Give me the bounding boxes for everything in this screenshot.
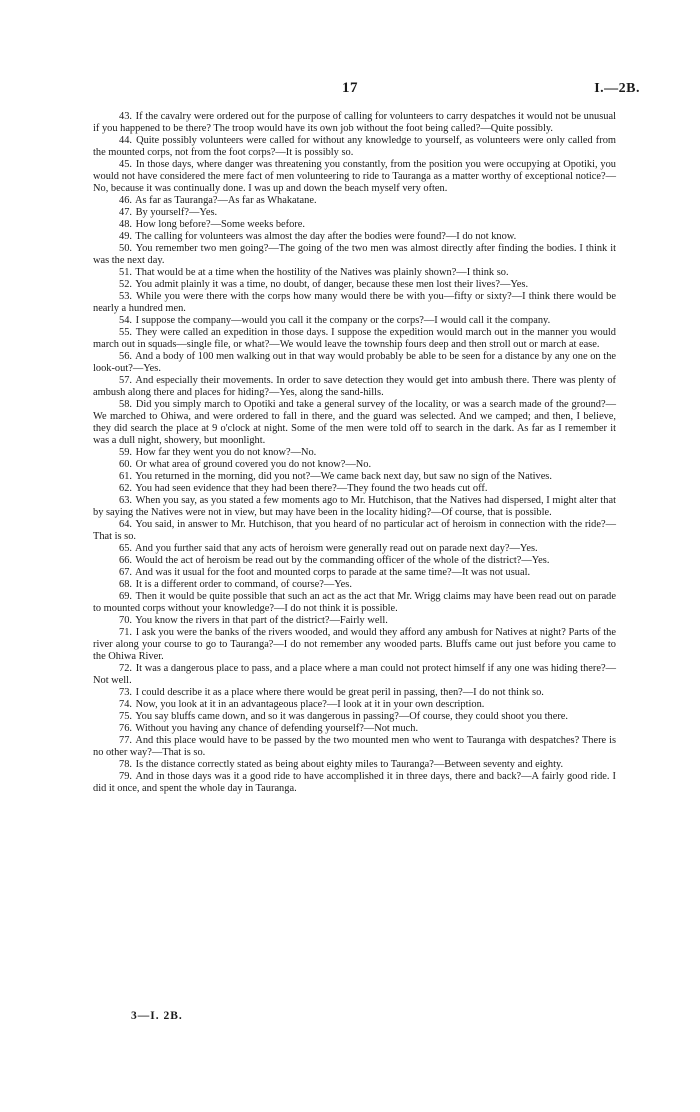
testimony-paragraph <box>93 447 616 459</box>
question-number: 60. <box>119 459 132 470</box>
question-number: 58. <box>119 399 132 410</box>
question-answer-text: Is the distance correctly stated as being about eighty miles to Tauranga?—Between seventy and eighty. <box>135 759 564 770</box>
question-answer-text: And especially their movements. In order to save detection they would get into ambush there. There was plenty of ambush along there and places for hiding?—Yes, along the sand-hills. <box>93 375 616 398</box>
question-answer-text: It is a different order to command, of course?—Yes. <box>135 579 352 590</box>
question-number: 44. <box>119 135 132 146</box>
question-answer-text: Without you having any chance of defending yourself?—Not much. <box>135 723 419 734</box>
testimony-paragraph <box>93 327 616 351</box>
testimony-paragraph <box>93 567 616 579</box>
testimony-body <box>93 111 616 795</box>
testimony-paragraph <box>93 219 616 231</box>
question-answer-text: You had seen evidence that they had been there?—They found the two heads cut off. <box>135 483 488 494</box>
question-answer-text: How long before?—Some weeks before. <box>135 219 305 230</box>
question-number: 78. <box>119 759 132 770</box>
testimony-paragraph <box>93 711 616 723</box>
question-answer-text: Now, you look at it in an advantageous place?—I look at it in your own description. <box>135 699 485 710</box>
testimony-paragraph <box>93 483 616 495</box>
question-answer-text: You say bluffs came down, and so it was dangerous in passing?—Of course, they could shoot you there. <box>135 711 568 722</box>
testimony-paragraph <box>93 663 616 687</box>
question-answer-text: They were called an expedition in those days. I suppose the expedition would march out in the manner you would march out in squads—single file, or what?—We would leave the township fours deep and then stroll out or march at ease. <box>93 327 616 350</box>
question-number: 45. <box>119 159 132 170</box>
question-number: 74. <box>119 699 132 710</box>
testimony-paragraph <box>93 195 616 207</box>
question-answer-text: And you further said that any acts of heroism were generally read out on parade next day?—Yes. <box>135 543 538 554</box>
testimony-paragraph <box>93 759 616 771</box>
question-answer-text: You returned in the morning, did you not?—We came back next day, but saw no sign of the Natives. <box>135 471 552 482</box>
testimony-paragraph <box>93 279 616 291</box>
question-answer-text: And in those days was it a good ride to have accomplished it in three days, there and back?—A fairly good ride. I did it once, and spent the whole day in Tauranga. <box>93 771 616 794</box>
testimony-paragraph <box>93 543 616 555</box>
question-answer-text: It was a dangerous place to pass, and a place where a man could not protect himself if any one was hiding there?—Not well. <box>93 663 616 686</box>
signature-mark: 3—I. 2B. <box>131 1010 183 1022</box>
testimony-paragraph <box>93 267 616 279</box>
question-number: 50. <box>119 243 132 254</box>
question-answer-text: You know the rivers in that part of the district?—Fairly well. <box>135 615 388 626</box>
testimony-paragraph <box>93 135 616 159</box>
question-answer-text: I suppose the company—would you call it the company or the corps?—I would call it the company. <box>135 315 551 326</box>
document-reference: I.—2B. <box>594 81 640 96</box>
question-answer-text: Would the act of heroism be read out by the commanding officer of the whole of the district?—Yes. <box>135 555 550 566</box>
question-number: 54. <box>119 315 132 326</box>
question-number: 65. <box>119 543 132 554</box>
question-answer-text: And a body of 100 men walking out in that way would probably be able to be seen for a distance by any one on the look-out?—Yes. <box>93 351 617 374</box>
testimony-paragraph <box>93 399 616 447</box>
question-answer-text: If the cavalry were ordered out for the purpose of calling for volunteers to carry despatches it would not be unusual if you happened to be there? The troop would have its own job without the foot being called?—Quite possibly. <box>93 111 616 134</box>
question-number: 77. <box>119 735 132 746</box>
question-number: 62. <box>119 483 132 494</box>
testimony-paragraph <box>93 771 616 795</box>
testimony-paragraph <box>93 231 616 243</box>
testimony-paragraph <box>93 735 616 759</box>
question-number: 68. <box>119 579 132 590</box>
testimony-paragraph <box>93 375 616 399</box>
question-number: 72. <box>119 663 132 674</box>
question-answer-text: The calling for volunteers was almost the day after the bodies were found?—I do not know. <box>135 231 517 242</box>
question-number: 66. <box>119 555 132 566</box>
testimony-paragraph <box>93 495 616 519</box>
question-answer-text: And was it usual for the foot and mounted corps to parade at the same time?—It was not usual. <box>135 567 531 578</box>
question-answer-text: You said, in answer to Mr. Hutchison, that you heard of no particular act of heroism in connection with the ride?—That is so. <box>93 519 616 542</box>
question-number: 76. <box>119 723 132 734</box>
question-number: 67. <box>119 567 132 578</box>
question-number: 79. <box>119 771 132 782</box>
question-answer-text: As far as Tauranga?—As far as Whakatane. <box>135 195 317 206</box>
question-number: 48. <box>119 219 132 230</box>
testimony-paragraph <box>93 111 616 135</box>
question-number: 57. <box>119 375 132 386</box>
question-number: 69. <box>119 591 132 602</box>
question-number: 52. <box>119 279 132 290</box>
question-answer-text: In those days, where danger was threatening you constantly, from the position you were occupying at Opotiki, you would not have considered the mere fact of men volunteering to ride to Tauranga as a matter worthy of exceptional notice?—No, because it was continually done. I was up and down the beach myself very often. <box>93 159 616 194</box>
testimony-paragraph <box>93 519 616 543</box>
testimony-paragraph <box>93 699 616 711</box>
question-number: 55. <box>119 327 132 338</box>
question-answer-text: Then it would be quite possible that such an act as the act that Mr. Wrigg claims may have been read out on parade to mounted corps without your knowledge?—I do not think it is possible. <box>93 591 616 614</box>
testimony-paragraph <box>93 579 616 591</box>
question-answer-text: I ask you were the banks of the rivers wooded, and would they afford any ambush for Natives at night? Parts of the river along your course to go to Tauranga?—I do not remember any wooded parts. Bluffs came out just before you came to the Ohiwa River. <box>93 627 616 662</box>
question-number: 61. <box>119 471 132 482</box>
question-number: 59. <box>119 447 132 458</box>
question-answer-text: I could describe it as a place where there would be great peril in passing, then?—I do not think so. <box>135 687 544 698</box>
testimony-paragraph <box>93 459 616 471</box>
question-answer-text: And this place would have to be passed by the two mounted men who went to Tauranga with despatches? There is no other way?—That is so. <box>93 735 616 758</box>
testimony-paragraph <box>93 207 616 219</box>
question-answer-text: When you say, as you stated a few moments ago to Mr. Hutchison, that the Natives had dispersed, I might alter that by saying the Natives were not in view, but may have been in the locality hiding?—Of course, that is possible. <box>93 495 616 518</box>
testimony-paragraph <box>93 471 616 483</box>
testimony-paragraph <box>93 591 616 615</box>
question-answer-text: You remember two men going?—The going of the two men was almost directly after finding the bodies. I think it was the next day. <box>93 243 617 266</box>
question-number: 47. <box>119 207 132 218</box>
question-number: 63. <box>119 495 132 506</box>
question-number: 64. <box>119 519 132 530</box>
question-answer-text: That would be at a time when the hostility of the Natives was plainly shown?—I think so. <box>135 267 509 278</box>
question-number: 51. <box>119 267 132 278</box>
question-answer-text: Did you simply march to Opotiki and take a general survey of the locality, or was a search made of the ground?—We marched to Ohiwa, and were ordered to fall in there, and the guard was selected. And we camped; and then, I believe, they did search the place at 9 o'clock at night. Some of the men were told off to search in the dark. As far as I remember it was a dull night, showery, but moonlight. <box>93 399 616 446</box>
testimony-paragraph <box>93 627 616 663</box>
question-answer-text: By yourself?—Yes. <box>135 207 218 218</box>
question-number: 46. <box>119 195 132 206</box>
page-number: 17 <box>342 80 358 96</box>
question-number: 70. <box>119 615 132 626</box>
question-answer-text: You admit plainly it was a time, no doubt, of danger, because these men lost their lives?—Yes. <box>135 279 529 290</box>
question-number: 75. <box>119 711 132 722</box>
question-answer-text: Or what area of ground covered you do not know?—No. <box>135 459 372 470</box>
question-answer-text: While you were there with the corps how many would there be with you—fifty or sixty?—I think there would be nearly a hundred men. <box>93 291 616 314</box>
testimony-paragraph <box>93 687 616 699</box>
testimony-paragraph <box>93 159 616 195</box>
question-answer-text: Quite possibly volunteers were called for without any knowledge to yourself, as volunteers were only called from the mounted corps, not from the foot corps?—It is possibly so. <box>93 135 616 158</box>
question-number: 43. <box>119 111 132 122</box>
question-number: 49. <box>119 231 132 242</box>
testimony-paragraph <box>93 351 616 375</box>
question-number: 56. <box>119 351 132 362</box>
testimony-paragraph <box>93 723 616 735</box>
testimony-paragraph <box>93 243 616 267</box>
testimony-paragraph <box>93 615 616 627</box>
question-number: 73. <box>119 687 132 698</box>
question-number: 53. <box>119 291 132 302</box>
testimony-paragraph <box>93 315 616 327</box>
question-number: 71. <box>119 627 132 638</box>
testimony-paragraph <box>93 291 616 315</box>
question-answer-text: How far they went you do not know?—No. <box>135 447 317 458</box>
testimony-paragraph <box>93 555 616 567</box>
